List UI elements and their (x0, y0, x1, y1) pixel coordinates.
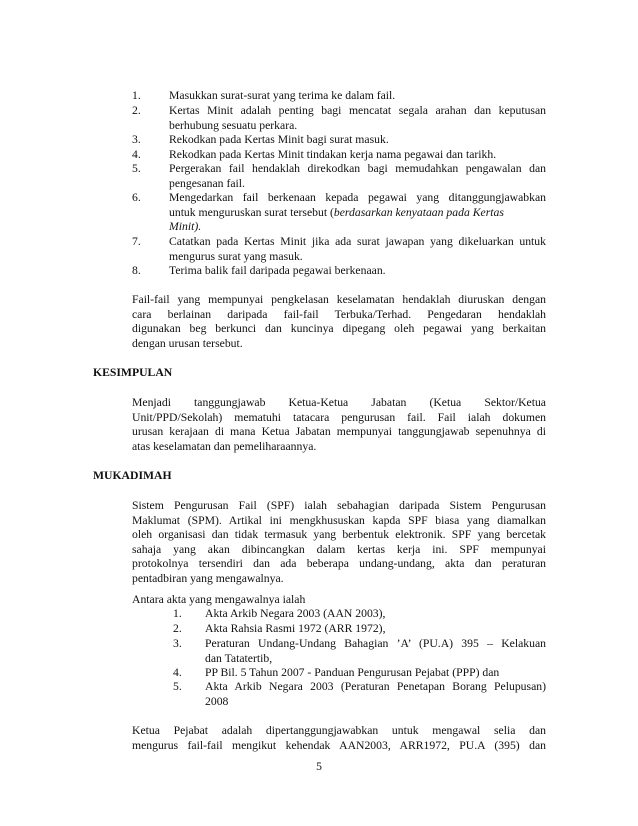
list-item-text: Akta Arkib Negara 2003 (Peraturan Penetapan Borang Pelupusan) 2008 (205, 680, 546, 708)
list-item-number: 4. (173, 666, 182, 679)
list-item-text: Catatkan pada Kertas Minit jika ada surat jawapan yang dikeluarkan untuk mengurus surat yang masuk. (169, 235, 546, 263)
list-item-number: 2. (132, 104, 141, 117)
list-item-text: Akta Arkib Negara 2003 (AAN 2003), (205, 607, 386, 620)
list-item-text: Mengedarkan fail berkenaan kepada pegawai yang ditanggungjawabkan untuk menguruskan surat tersebut (berdasarkan kenyataan pada Kertas Minit). (169, 191, 546, 233)
heading-mukadimah: MUKADIMAH (93, 469, 172, 482)
list-item-number: 6. (132, 191, 141, 204)
list-item-number: 5. (173, 680, 182, 693)
list-item-number: 1. (132, 89, 141, 102)
list-item-number: 8. (132, 264, 141, 277)
list-item-text: Akta Rahsia Rasmi 1972 (ARR 1972), (205, 622, 386, 635)
list-item-text: Rekodkan pada Kertas Minit tindakan kerja nama pegawai dan tarikh. (169, 148, 497, 161)
list-item-number: 5. (132, 162, 141, 175)
list-item-number: 3. (173, 637, 182, 650)
acts-intro: Antara akta yang mengawalnya ialah (132, 593, 306, 606)
list-item-number: 1. (173, 607, 182, 620)
list-item-text: Masukkan surat-surat yang terima ke dalam fail. (169, 89, 396, 102)
list-item-text: Terima balik fail daripada pegawai berkenaan. (169, 264, 386, 277)
list-item-text: Kertas Minit adalah penting bagi mencatat segala arahan dan keputusan berhubung sesuatu perkara. (169, 104, 546, 132)
list-item-number: 2. (173, 622, 182, 635)
paragraph-kesimpulan: Menjadi tanggungjawab Ketua-Ketua Jabatan (Ketua Sektor/Ketua Unit/PPD/Sekolah) mematuhi tatacara pengurusan fail. Fail ialah dokumen urusan kerajaan di mana Ketua Jabatan mempunyai tanggungjawab sepenuhnya di atas keselamatan dan pemeliharaannya. (132, 396, 546, 453)
page-number: 5 (316, 760, 322, 773)
paragraph-classified-files: Fail-fail yang mempunyai pengkelasan keselamatan hendaklah diuruskan dengan cara berlainan daripada fail-fail Terbuka/Terhad. Pengedaran hendaklah digunakan beg berkunci dan kuncinya dipegang oleh pegawai yang berkaitan dengan urusan tersebut. (132, 293, 546, 350)
list-item-text: Peraturan Undang-Undang Bahagian ’A’ (PU.A) 395 – Kelakuan dan Tatatertib, (205, 637, 546, 665)
list-item-text: Pergerakan fail hendaklah direkodkan bagi memudahkan pengawalan dan pengesanan fail. (169, 162, 546, 190)
list-item-text: Rekodkan pada Kertas Minit bagi surat masuk. (169, 133, 389, 146)
paragraph-ketua-pejabat: Ketua Pejabat adalah dipertanggungjawabkan untuk mengawal selia dan mengurus fail-fail mengikut kehendak AAN2003, ARR1972, PU.A (395) dan (132, 724, 546, 752)
paragraph-mukadimah: Sistem Pengurusan Fail (SPF) ialah sebahagian daripada Sistem Pengurusan Maklumat (SPM). Artikal ini mengkhususkan kapda SPF biasa yang diamalkan oleh organisasi dan tidak termasuk yang berbentuk elektronik. SPF yang bercetak sahaja yang akan dibincangkan dalam kertas kerja ini. SPF mempunyai protokolnya tersendiri dan ada beberapa undang-undang, akta dan peraturan pentadbiran yang mengawalnya. (132, 499, 546, 585)
heading-kesimpulan: KESIMPULAN (93, 366, 173, 379)
list-item-number: 3. (132, 133, 141, 146)
list-item-number: 7. (132, 235, 141, 248)
list-item-number: 4. (132, 148, 141, 161)
list-item-text: PP Bil. 5 Tahun 2007 - Panduan Pengurusan Pejabat (PPP) dan (205, 666, 500, 679)
